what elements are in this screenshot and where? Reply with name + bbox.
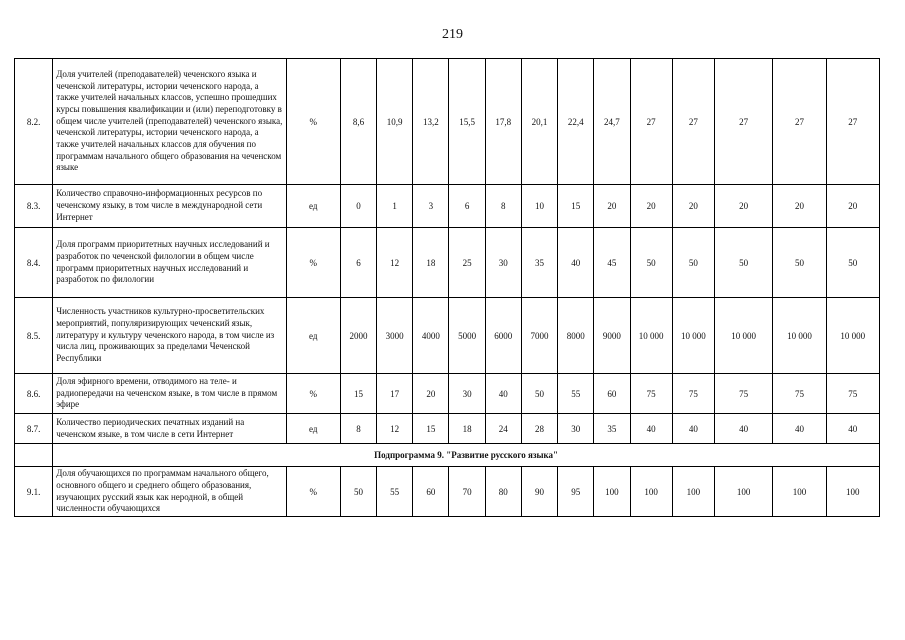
value-cell: 8000	[558, 298, 594, 374]
value-cell: 55	[558, 374, 594, 414]
value-cell: 12	[377, 228, 413, 298]
table-row	[15, 185, 880, 228]
value-cell: 50	[826, 228, 879, 298]
value-cell: 22,4	[558, 59, 594, 185]
value-cell: 40	[630, 414, 672, 444]
value-cell: 24	[485, 414, 521, 444]
value-cell: 10	[521, 185, 557, 228]
value-cell: 95	[558, 467, 594, 517]
value-cell: 20	[413, 374, 449, 414]
value-cell: 10 000	[672, 298, 714, 374]
value-cell: 1	[377, 185, 413, 228]
value-cell: 100	[594, 467, 630, 517]
value-cell: 6	[340, 228, 376, 298]
value-cell: 27	[630, 59, 672, 185]
value-cell: 70	[449, 467, 485, 517]
value-cell: 80	[485, 467, 521, 517]
value-cell: 40	[558, 228, 594, 298]
value-cell: 40	[826, 414, 879, 444]
value-cell: 100	[826, 467, 879, 517]
value-cell: 60	[594, 374, 630, 414]
value-cell: 30	[558, 414, 594, 444]
value-cell: 50	[773, 228, 826, 298]
unit-cell: %	[286, 59, 340, 185]
value-cell: 18	[413, 228, 449, 298]
value-cell: 25	[449, 228, 485, 298]
indicator-name: Доля обучающихся по программам начального общего, основного общего и среднего общего образования, изучающих русский язык как неродной, в общей численности обучающихся	[53, 467, 286, 517]
value-cell: 15	[340, 374, 376, 414]
value-cell: 5000	[449, 298, 485, 374]
value-cell: 7000	[521, 298, 557, 374]
row-number: 8.4.	[15, 228, 53, 298]
value-cell: 50	[340, 467, 376, 517]
value-cell: 50	[630, 228, 672, 298]
indicator-name: Количество справочно-информационных ресурсов по чеченскому языку, в том числе в международной сети Интернет	[53, 185, 286, 228]
unit-cell: %	[286, 374, 340, 414]
table-row	[15, 374, 880, 414]
unit-cell: ед	[286, 414, 340, 444]
value-cell: 27	[826, 59, 879, 185]
value-cell: 40	[773, 414, 826, 444]
value-cell: 100	[630, 467, 672, 517]
value-cell: 24,7	[594, 59, 630, 185]
value-cell: 100	[773, 467, 826, 517]
value-cell: 100	[672, 467, 714, 517]
value-cell: 4000	[413, 298, 449, 374]
unit-cell: %	[286, 228, 340, 298]
value-cell: 20	[773, 185, 826, 228]
value-cell: 50	[521, 374, 557, 414]
value-cell: 30	[485, 228, 521, 298]
indicator-name: Доля учителей (преподавателей) чеченского языка и чеченской литературы, истории чеченского народа, а также учителей начальных классов, успешно прошедших курсы повышения квалификации и (или) переподготовку в общем числе учителей (преподавателей) чеченского языка, чеченской литературы, истории чеченского народа, а также учителей начальных классов для обучения по программам начального общего образования на чеченском языке	[53, 59, 286, 185]
table-row	[15, 414, 880, 444]
value-cell: 35	[594, 414, 630, 444]
value-cell: 8,6	[340, 59, 376, 185]
value-cell: 20	[672, 185, 714, 228]
unit-cell: ед	[286, 298, 340, 374]
value-cell: 40	[485, 374, 521, 414]
value-cell: 0	[340, 185, 376, 228]
value-cell: 75	[672, 374, 714, 414]
table-body-subprogram-8	[15, 59, 880, 444]
table-row	[15, 467, 880, 517]
value-cell: 12	[377, 414, 413, 444]
value-cell: 6	[449, 185, 485, 228]
row-number: 8.3.	[15, 185, 53, 228]
value-cell: 18	[449, 414, 485, 444]
unit-cell: ед	[286, 185, 340, 228]
unit-cell: %	[286, 467, 340, 517]
indicator-name: Доля эфирного времени, отводимого на теле- и радиопередачи на чеченском языке, в том числе в прямом эфире	[53, 374, 286, 414]
value-cell: 27	[672, 59, 714, 185]
value-cell: 15	[558, 185, 594, 228]
table-row	[15, 298, 880, 374]
table-row	[15, 59, 880, 185]
indicator-name: Доля программ приоритетных научных исследований и разработок по чеченской филологии в общем числе программ приоритетных научных исследований и разработок по филологии	[53, 228, 286, 298]
row-number: 8.2.	[15, 59, 53, 185]
row-number: 8.5.	[15, 298, 53, 374]
row-number: 8.6.	[15, 374, 53, 414]
value-cell: 28	[521, 414, 557, 444]
value-cell: 15	[413, 414, 449, 444]
value-cell: 9000	[594, 298, 630, 374]
value-cell: 27	[773, 59, 826, 185]
value-cell: 35	[521, 228, 557, 298]
value-cell: 40	[714, 414, 772, 444]
row-number: 9.1.	[15, 467, 53, 517]
value-cell: 50	[672, 228, 714, 298]
value-cell: 75	[826, 374, 879, 414]
row-number: 8.7.	[15, 414, 53, 444]
value-cell: 17	[377, 374, 413, 414]
value-cell: 20	[826, 185, 879, 228]
value-cell: 17,8	[485, 59, 521, 185]
value-cell: 20,1	[521, 59, 557, 185]
value-cell: 75	[714, 374, 772, 414]
value-cell: 10 000	[714, 298, 772, 374]
indicators-table	[14, 58, 880, 517]
value-cell: 13,2	[413, 59, 449, 185]
subprogram-title: Подпрограмма 9. "Развитие русского языка"	[53, 444, 880, 467]
value-cell: 10,9	[377, 59, 413, 185]
value-cell: 2000	[340, 298, 376, 374]
value-cell: 6000	[485, 298, 521, 374]
indicator-name: Количество периодических печатных изданий на чеченском языке, в том числе в сети Интернет	[53, 414, 286, 444]
value-cell: 75	[630, 374, 672, 414]
value-cell: 90	[521, 467, 557, 517]
value-cell: 27	[714, 59, 772, 185]
indicator-name: Численность участников культурно-просветительских мероприятий, популяризирующих чеченский язык, литературу и культуру чеченского народа, в том числе из числа лиц, проживающих за пределами Чеченской Республики	[53, 298, 286, 374]
value-cell: 10 000	[630, 298, 672, 374]
value-cell: 30	[449, 374, 485, 414]
value-cell: 20	[630, 185, 672, 228]
table-row	[15, 228, 880, 298]
value-cell: 8	[340, 414, 376, 444]
value-cell: 20	[594, 185, 630, 228]
value-cell: 8	[485, 185, 521, 228]
page-number: 219	[442, 27, 463, 42]
value-cell: 50	[714, 228, 772, 298]
value-cell: 100	[714, 467, 772, 517]
value-cell: 40	[672, 414, 714, 444]
value-cell: 45	[594, 228, 630, 298]
value-cell: 10 000	[773, 298, 826, 374]
value-cell: 10 000	[826, 298, 879, 374]
value-cell: 20	[714, 185, 772, 228]
table-body-subprogram-9	[15, 444, 880, 517]
empty-cell	[15, 444, 53, 467]
value-cell: 15,5	[449, 59, 485, 185]
value-cell: 60	[413, 467, 449, 517]
value-cell: 3	[413, 185, 449, 228]
subprogram-row	[15, 444, 880, 467]
value-cell: 3000	[377, 298, 413, 374]
value-cell: 55	[377, 467, 413, 517]
value-cell: 75	[773, 374, 826, 414]
